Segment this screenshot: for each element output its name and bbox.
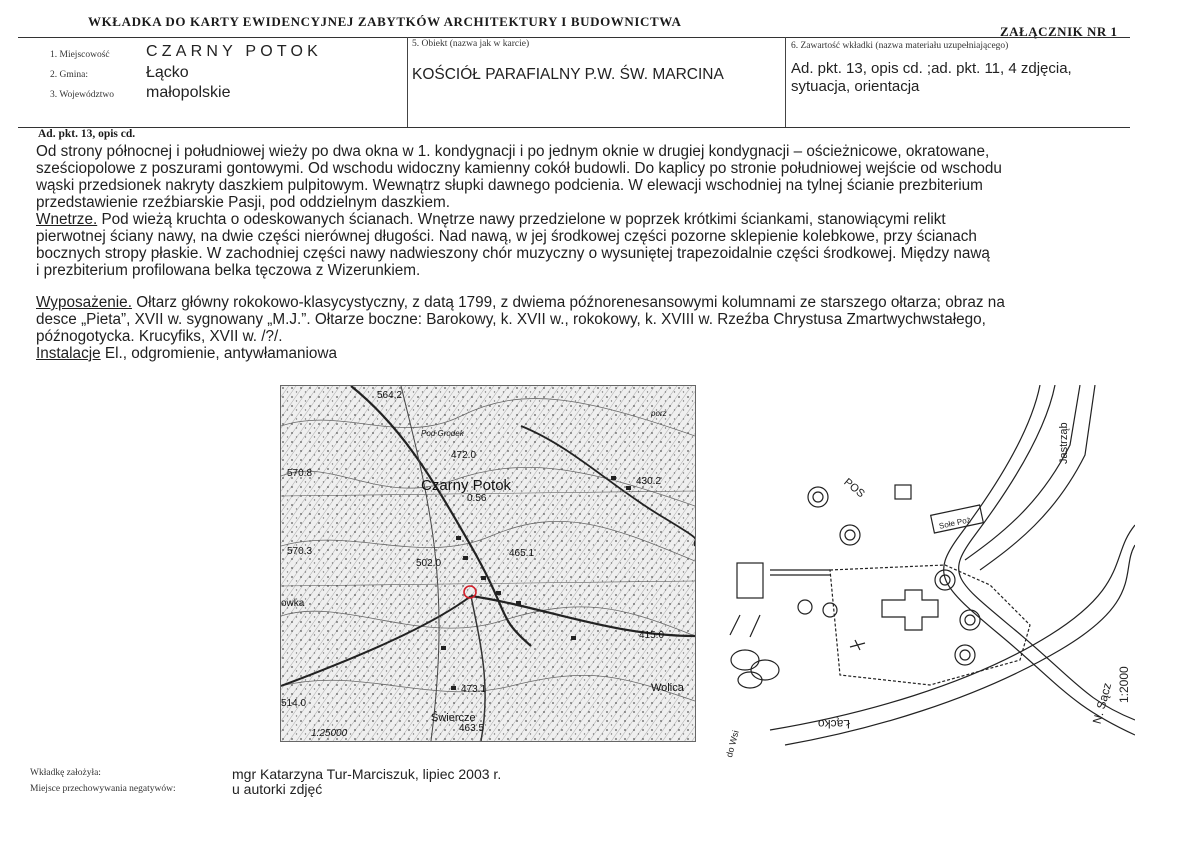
obiekt-value: KOŚCIÓŁ PARAFIALNY P.W. ŚW. MARCINA: [412, 66, 724, 83]
section-heading: Ad. pkt. 13, opis cd.: [38, 128, 136, 140]
interior-paragraph-line: Wnetrze. Pod wieżą kruchta o odeskowanych ścianach. Wnętrze nawy przedzielone w poprzek krótkimi ściankami, stanowiącymi relikt: [36, 211, 946, 228]
map-label: 472.0: [451, 450, 477, 461]
map-label: 0.56: [467, 493, 487, 504]
map-label: 415.0: [639, 630, 665, 641]
founder-label: Wkładkę założyła:: [30, 768, 101, 778]
situation-sketch-graphic: [710, 385, 1135, 760]
paragraph-line: przedstawienie rzeźbiarskie Pasji, pod oddzielnym daszkiem.: [36, 194, 451, 211]
sketch-label: POS: [841, 476, 867, 501]
zawartosc-label: 6. Zawartość wkładki (nazwa materiału uzupełniającego): [791, 41, 1009, 51]
sketch-scale: 1:2000: [1117, 666, 1131, 703]
installations-paragraph-line: Instalacje El., odgromienie, antywłamaniowa: [36, 345, 337, 362]
map-place-name: Czarny Potok: [421, 477, 512, 494]
topographic-map: [280, 385, 696, 742]
furnishing-heading: Wyposażenie.: [36, 294, 132, 311]
gmina-label: 2. Gmina:: [50, 70, 88, 80]
map-label: Świercze: [431, 712, 476, 724]
interior-heading: Wnetrze.: [36, 211, 98, 228]
wojewodztwo-label: 3. Województwo: [50, 90, 114, 100]
sketch-label: Jastrząb: [1058, 422, 1070, 464]
map-label: 430.2: [636, 476, 662, 487]
map-scale: 1:25000: [311, 728, 348, 739]
paragraph-line: bocznych stropy płaskie. W zachodniej części nawy nadwieszony chór muzyczny o wysuniętej trapezoidalnie części środkowej. Między nawą: [36, 245, 990, 262]
situation-sketch: [710, 385, 1135, 760]
gmina-value: Łącko: [146, 64, 189, 81]
document-title: WKŁADKA DO KARTY EWIDENCYJNEJ ZABYTKÓW ARCHITEKTURY I BUDOWNICTWA: [88, 14, 682, 29]
paragraph-line: pierwotnej ściany nawy, na dwie części nierównej długości. Nad nawą, w jej środkowej części pozorne sklepienie kolebkowe, przy ścianach: [36, 228, 977, 245]
map-label: 514.0: [281, 698, 307, 709]
topographic-map-graphic: [281, 386, 695, 741]
map-label: Pod Grodek: [421, 429, 464, 438]
furnishing-paragraph-line: Wyposażenie. Ołtarz główny rokokowo-klasycystyczny, z datą 1799, z dwiema późnorenesansowymi kolumnami ze starszego ołtarza; obraz na: [36, 294, 1005, 311]
map-label: porz: [651, 409, 667, 418]
map-label: 463.5: [459, 723, 485, 734]
zawartosc-value-line1: Ad. pkt. 13, opis cd. ;ad. pkt. 11, 4 zdjęcia,: [791, 60, 1072, 77]
sketch-label: Łącko: [817, 717, 850, 731]
map-label: 570.8: [287, 468, 313, 479]
map-label: 570.3: [287, 546, 313, 557]
map-label: 465.1: [509, 548, 535, 559]
paragraph-line: i prezbiterium profilowana belka tęczowa z Wizerunkiem.: [36, 262, 421, 279]
map-label: 502.0: [416, 558, 442, 569]
map-label: Wolica: [651, 682, 684, 694]
header-divider-2: [785, 37, 786, 127]
sketch-label: N. Sącz: [1089, 681, 1115, 726]
paragraph-line: sześciopolowe z poszurami gontowymi. Od wschodu widoczny kamienny cokół budowli. Do kaplicy po stronie południowej wejście od wschodu: [36, 160, 1002, 177]
obiekt-label: 5. Obiekt (nazwa jak w karcie): [412, 39, 530, 49]
miejscowosc-value: CZARNY POTOK: [146, 43, 323, 60]
map-label: 564,2: [377, 390, 403, 401]
annex-number: ZAŁĄCZNIK NR 1: [1000, 24, 1118, 39]
paragraph-line: wąski przedsionek nakryty daszkiem pulpitowym. Wewnątrz słupki dawnego podcienia. W elewacji wschodniej na tylnej ścianie prezbiterium: [36, 177, 983, 194]
paragraph-line: desce „Pieta”, XVII w. sygnowany „M.J.”. Ołtarze boczne: Barokowy, k. XVII w., rokokowy, k. XVIII w. Rzeźba Chrystusa Zmartwychwstałego,: [36, 311, 986, 328]
founder-value: mgr Katarzyna Tur-Marciszuk, lipiec 2003 r.: [232, 766, 502, 782]
sketch-label: do Wsi: [723, 729, 741, 759]
header-divider-1: [407, 37, 408, 127]
installations-heading: Instalacje: [36, 345, 101, 362]
miejscowosc-label: 1. Miejscowość: [50, 50, 110, 60]
zawartosc-value-line2: sytuacja, orientacja: [791, 78, 920, 95]
paragraph-line: Od strony północnej i południowej wieży po dwa okna w 1. kondygnacji i po jednym oknie w drugiej kondygnacji – ościeżnicowe, okratowane,: [36, 143, 990, 160]
header-bottom-rule: [18, 127, 1130, 128]
wojewodztwo-value: małopolskie: [146, 84, 231, 101]
sketch-label: Sołe Poż: [938, 515, 972, 531]
storage-value: u autorki zdjęć: [232, 781, 323, 797]
paragraph-line: późnogotycka. Krucyfiks, XVII w. /?/.: [36, 328, 283, 345]
map-label: 473.1: [461, 684, 487, 695]
header-top-rule: [18, 37, 1130, 38]
storage-label: Miejsce przechowywania negatywów:: [30, 784, 176, 794]
map-label: owka: [281, 598, 305, 609]
